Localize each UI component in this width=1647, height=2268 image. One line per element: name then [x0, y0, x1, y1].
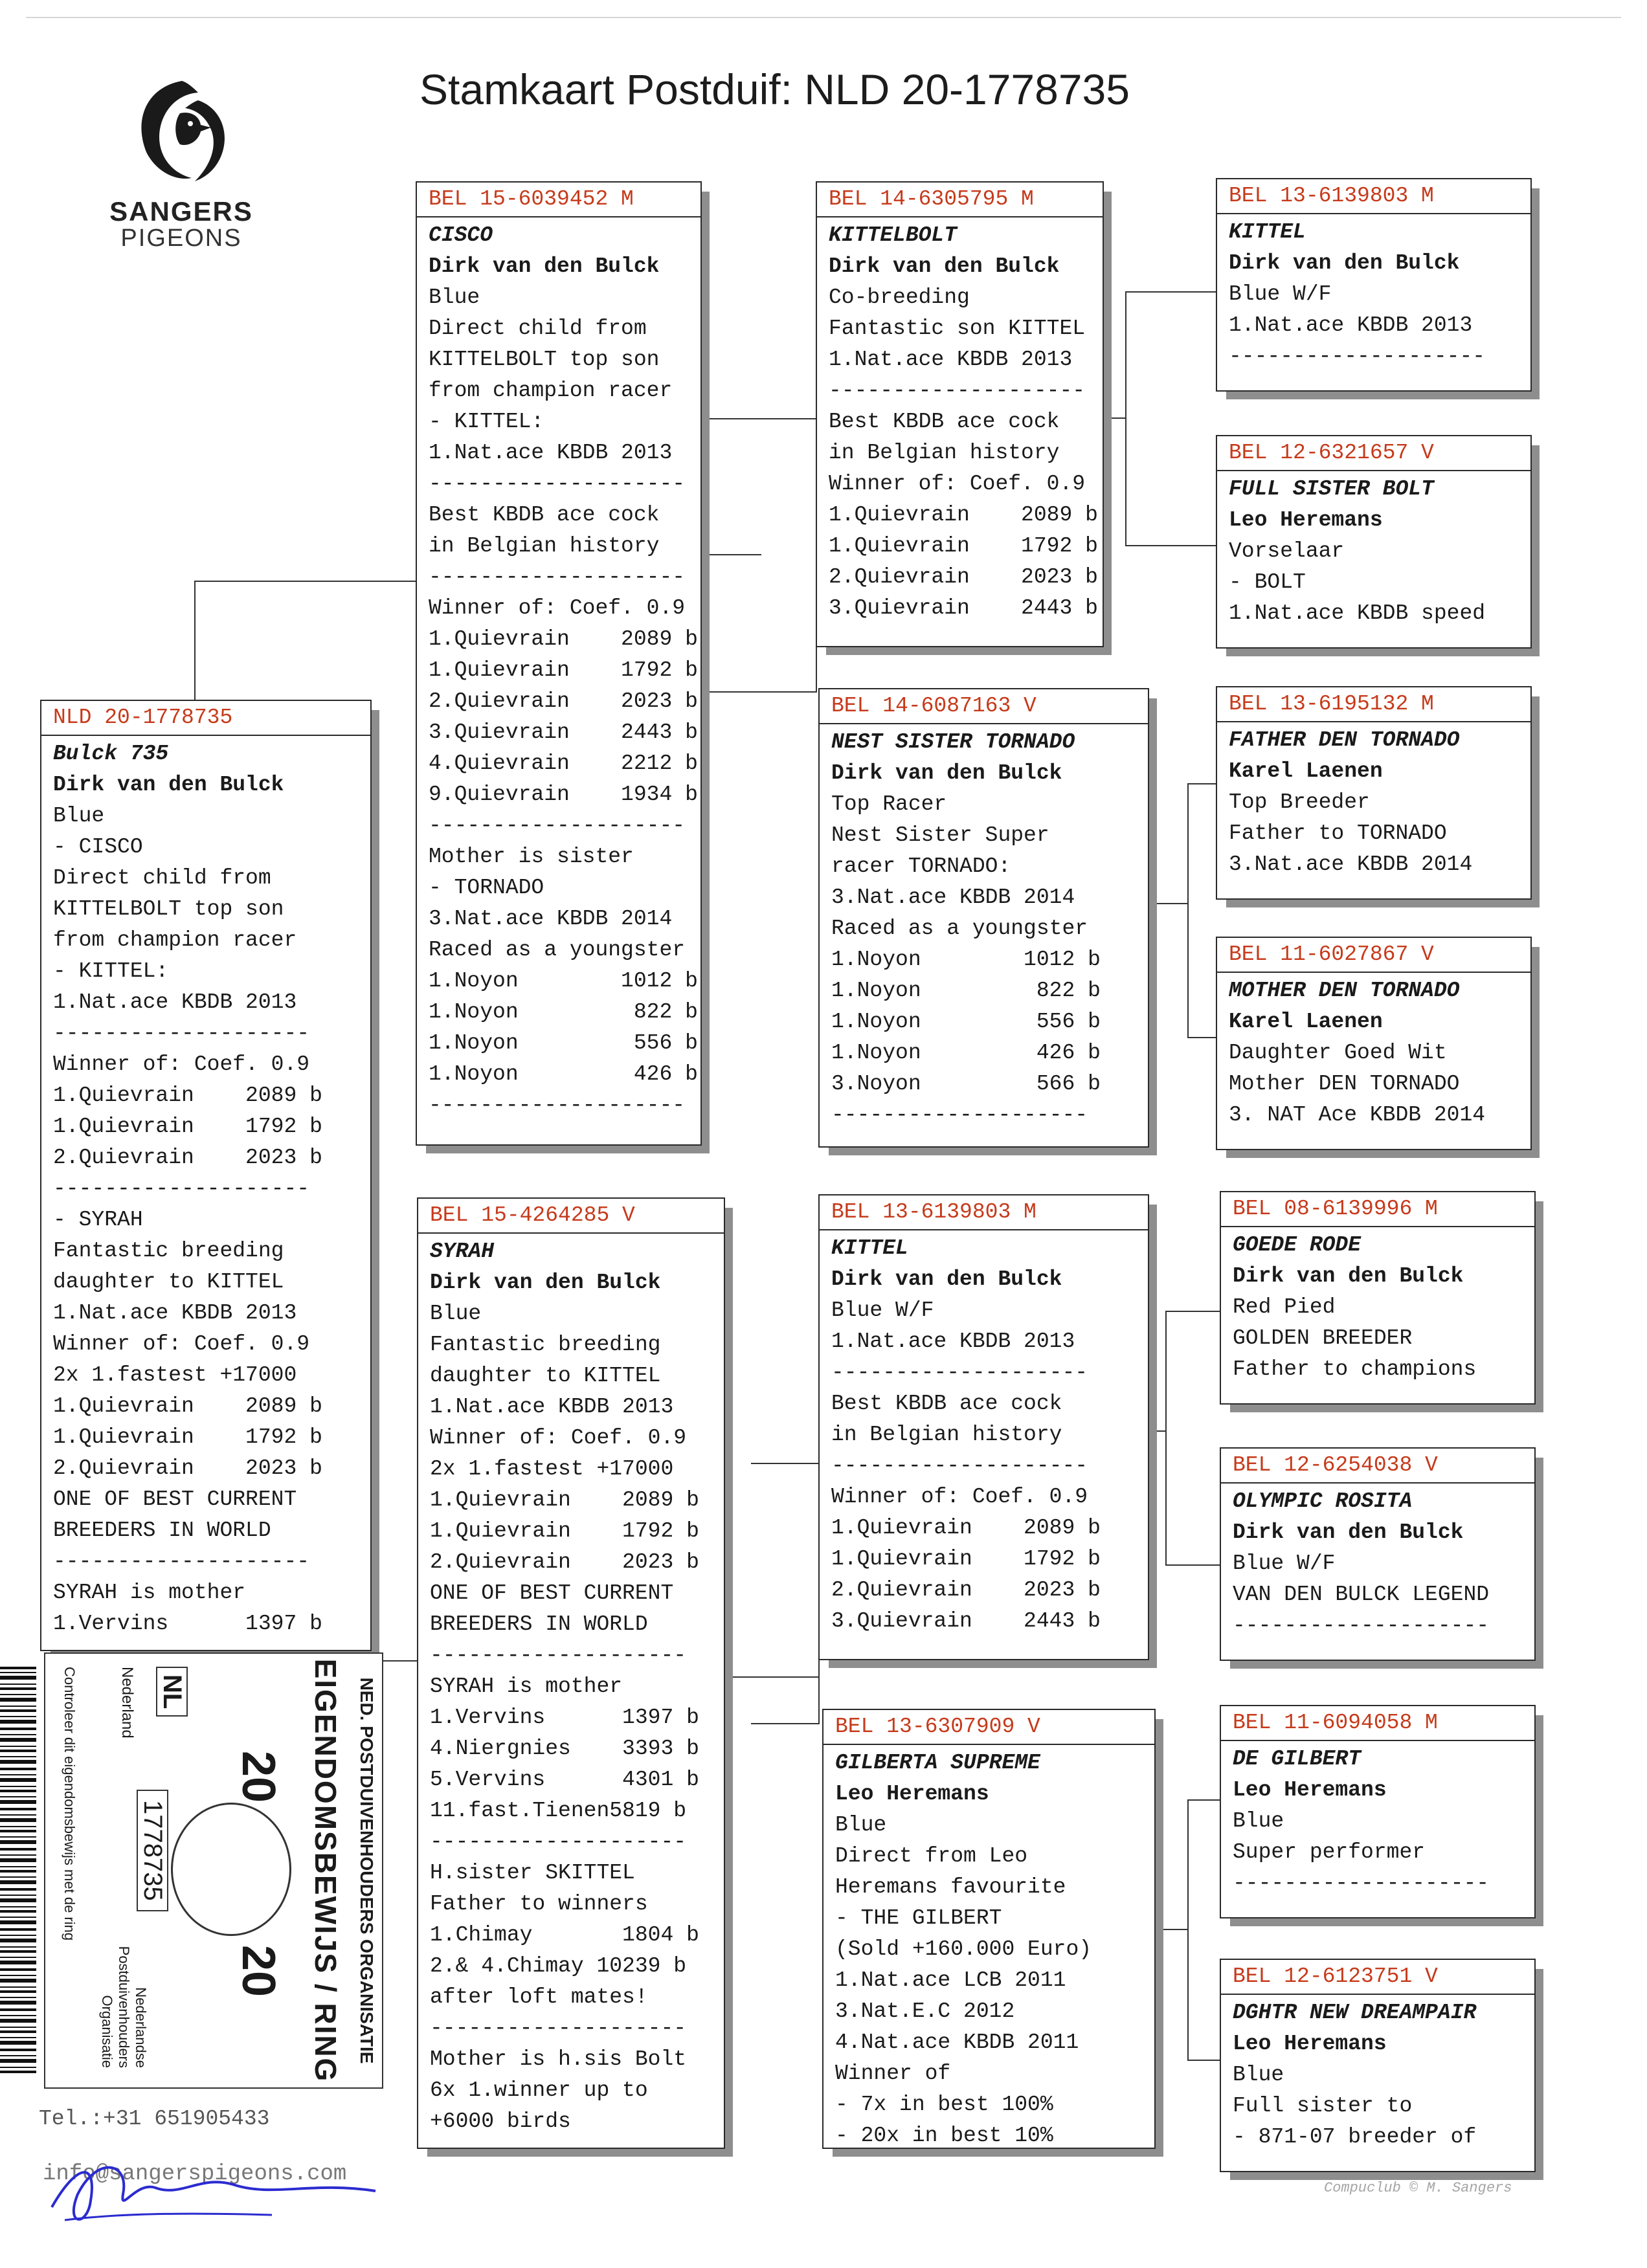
pedigree-line: Super performer [1233, 1840, 1426, 1864]
pedigree-line: Winner of: Coef. 0.9 [831, 1485, 1088, 1509]
pedigree-line: Best KBDB ace cock [831, 1392, 1062, 1416]
pedigree-line: 2.Quievrain 2023 b [831, 1578, 1101, 1602]
pedigree-line: - KITTEL: [53, 959, 169, 983]
pedigree-line: ONE OF BEST CURRENT [53, 1487, 297, 1511]
ring-number: BEL 13-6195132 M [1217, 687, 1530, 722]
pigeon-name: KITTEL [831, 1236, 908, 1260]
pedigree-line: 3.Nat.E.C 2012 [835, 1999, 1015, 2023]
pedigree-line: (Sold +160.000 Euro) [835, 1937, 1092, 1961]
breeder-name: Dirk van den Bulck [430, 1271, 661, 1295]
pedigree-card-ggf-2 [1216, 686, 1532, 900]
pedigree-line: 1.Chimay 1804 b [430, 1923, 699, 1947]
certificate-year-left: 20 [232, 1751, 284, 1803]
pedigree-line: daughter to KITTEL [430, 1364, 661, 1388]
pedigree-line: - 20x in best 10% [835, 2124, 1053, 2148]
pedigree-line: BREEDERS IN WORLD [430, 1612, 648, 1636]
breeder-name: Dirk van den Bulck [831, 1267, 1062, 1291]
connector-ff-branch [1125, 291, 1217, 546]
pedigree-line: Co-breeding [829, 285, 970, 309]
top-rule [26, 17, 1621, 18]
pedigree-line: -------------------- [53, 1550, 310, 1573]
pigeon-name: SYRAH [430, 1240, 495, 1263]
pedigree-line: 1.Quievrain 1792 b [831, 1547, 1101, 1571]
pigeon-name: DE GILBERT [1233, 1747, 1361, 1771]
connector-mf-branch [1165, 1311, 1221, 1566]
pedigree-line: 1.Nat.ace LCB 2011 [835, 1968, 1066, 1992]
pigeon-name: GILBERTA SUPREME [835, 1751, 1040, 1775]
pedigree-line: Winner of: Coef. 0.9 [829, 472, 1086, 496]
pedigree-line: Direct child from [53, 866, 271, 890]
pedigree-line: Blue [1233, 2063, 1284, 2087]
pedigree-line: Winner of: Coef. 0.9 [53, 1052, 310, 1076]
pedigree-line: -------------------- [1233, 1614, 1490, 1638]
pedigree-line: Direct from Leo [835, 1844, 1028, 1868]
pedigree-line: 1.Quievrain 2089 b [430, 1488, 699, 1512]
certificate-country-code: NL [156, 1667, 188, 1717]
pedigree-card-ggm-1 [1216, 435, 1532, 649]
contact-email: info@sangerspigeons.com [43, 2162, 347, 2186]
pigeon-name: DGHTR NEW DREAMPAIR [1233, 2001, 1477, 2025]
ring-number: BEL 12-6254038 V [1221, 1449, 1534, 1484]
pedigree-line: 1.Noyon 556 b [429, 1031, 698, 1055]
pigeon-name: MOTHER DEN TORNADO [1229, 979, 1460, 1003]
pigeon-name: FULL SISTER BOLT [1229, 477, 1434, 501]
sangers-logo [97, 74, 265, 256]
connector-mf-link [1149, 1430, 1165, 1432]
breeder-name: Dirk van den Bulck [429, 254, 660, 278]
breeder-name: Dirk van den Bulck [1229, 251, 1460, 275]
breeder-name: Dirk van den Bulck [1233, 1264, 1464, 1288]
pedigree-line: 1.Quievrain 1792 b [429, 658, 698, 682]
signature-icon [39, 2136, 427, 2240]
pedigree-line: H.sister SKITTEL [430, 1861, 635, 1885]
pedigree-line: 1.Noyon 1012 b [831, 948, 1101, 972]
pedigree-line: 1.Nat.ace KBDB 2013 [829, 348, 1073, 372]
pedigree-line: 1.Quievrain 2089 b [831, 1516, 1101, 1540]
pedigree-card-grandmother-paternal [818, 688, 1149, 1148]
bird-logo-icon [120, 74, 243, 191]
barcode-icon [0, 1654, 36, 2087]
pedigree-line: Blue [835, 1813, 887, 1837]
certificate-year-right: 20 [232, 1945, 284, 1997]
pedigree-line: 9.Quievrain 1934 b [429, 783, 698, 806]
breeder-name: Leo Heremans [1233, 1778, 1387, 1802]
pedigree-line: 3.Nat.ace KBDB 2014 [429, 907, 673, 931]
pedigree-line: 1.Nat.ace KBDB speed [1229, 601, 1486, 625]
pedigree-line: Blue [53, 804, 105, 828]
pedigree-line: daughter to KITTEL [53, 1270, 284, 1294]
pedigree-line: 1.Noyon 1012 b [429, 969, 698, 993]
breeder-name: Karel Laenen [1229, 1010, 1383, 1034]
pedigree-line: 4.Quievrain 2212 b [429, 751, 698, 775]
pedigree-line: 6x 1.winner up to [430, 2078, 648, 2102]
pedigree-line: 1.Quievrain 2089 b [429, 627, 698, 651]
pedigree-line: Mother DEN TORNADO [1229, 1072, 1460, 1096]
ring-number: BEL 13-6307909 V [824, 1710, 1154, 1745]
logo-text-pigeons: PIGEONS [120, 225, 242, 252]
pedigree-line: 1.Noyon 426 b [429, 1062, 698, 1086]
connector-fm-branch [1187, 783, 1217, 1038]
pedigree-line: 2.Quievrain 2023 b [53, 1456, 322, 1480]
ring-number: BEL 14-6305795 M [817, 183, 1103, 217]
connector-father-branch [702, 554, 761, 555]
pedigree-line: Blue W/F [1233, 1551, 1336, 1575]
pigeon-name: Bulck 735 [53, 742, 169, 766]
pedigree-line: BREEDERS IN WORLD [53, 1518, 271, 1542]
pedigree-line: - CISCO [53, 835, 143, 859]
pedigree-line: 1.Vervins 1397 b [53, 1612, 322, 1636]
pedigree-card-ggf-3 [1220, 1191, 1536, 1405]
pedigree-line: Father to TORNADO [1229, 821, 1447, 845]
pedigree-line: - TORNADO [429, 876, 544, 900]
pigeon-name: NEST SISTER TORNADO [831, 730, 1075, 754]
pedigree-line: 3. NAT Ace KBDB 2014 [1229, 1103, 1486, 1127]
connector-mm-branch [1187, 1799, 1221, 2061]
certificate-country: Nederland [118, 1667, 136, 1739]
ring-number: BEL 11-6094058 M [1221, 1706, 1534, 1741]
pigeon-name: KITTELBOLT [829, 223, 958, 247]
pedigree-line: 1.Vervins 1397 b [430, 1706, 699, 1729]
pedigree-line: 1.Nat.ace KBDB 2013 [430, 1395, 674, 1419]
pedigree-line: in Belgian history [829, 441, 1060, 465]
pedigree-line: Vorselaar [1229, 539, 1345, 563]
ring-number: BEL 14-6087163 V [820, 689, 1148, 724]
pedigree-line: Winner of: Coef. 0.9 [429, 596, 686, 620]
pedigree-line: 1.Quievrain 2089 b [53, 1084, 322, 1107]
pedigree-card-ggf-4 [1220, 1705, 1536, 1918]
pedigree-line: Full sister to [1233, 2094, 1413, 2118]
pedigree-line: -------------------- [429, 472, 686, 496]
breeder-name: Leo Heremans [1233, 2032, 1387, 2056]
pedigree-line: Daughter Goed Wit [1229, 1041, 1447, 1065]
pedigree-line: in Belgian history [831, 1423, 1062, 1447]
ownership-certificate [39, 1651, 388, 2091]
pedigree-line: Mother is sister [429, 845, 634, 869]
connector-mother-mid [725, 1676, 818, 1678]
certificate-check-note: Controleer dit eigendomsbewijs met de ring [62, 1667, 78, 1941]
breeder-name: Karel Laenen [1229, 759, 1383, 783]
pedigree-line: -------------------- [831, 1361, 1088, 1384]
pedigree-line: 1.Noyon 822 b [429, 1000, 698, 1024]
pedigree-line: Father to winners [430, 1892, 648, 1916]
pedigree-line: -------------------- [1233, 1871, 1490, 1895]
pedigree-card-grandfather-paternal [816, 181, 1104, 647]
pedigree-line: 1.Nat.ace KBDB 2013 [53, 990, 297, 1014]
pedigree-line: Blue [1233, 1809, 1284, 1833]
pedigree-line: -------------------- [1229, 344, 1486, 368]
pedigree-card-ggf-1 [1216, 178, 1532, 392]
pedigree-line: after loft mates! [430, 1985, 648, 2009]
pedigree-line: Nest Sister Super [831, 823, 1049, 847]
pedigree-line: Top Breeder [1229, 790, 1370, 814]
pedigree-line: SYRAH is mother [53, 1581, 246, 1605]
pedigree-line: ONE OF BEST CURRENT [430, 1581, 674, 1605]
pedigree-line: +6000 birds [430, 2109, 571, 2133]
pedigree-line: Top Racer [831, 792, 947, 816]
pedigree-line: 1.Nat.ace KBDB 2013 [831, 1329, 1075, 1353]
contact-telephone: Tel.:+31 651905433 [39, 2107, 270, 2131]
pedigree-line: Direct child from [429, 317, 647, 340]
pedigree-line: 1.Quievrain 1792 b [53, 1115, 322, 1139]
breeder-name: Leo Heremans [835, 1782, 989, 1806]
pedigree-card-father [416, 181, 702, 1146]
pedigree-line: 1.Noyon 426 b [831, 1041, 1101, 1065]
pedigree-line: Red Pied [1233, 1295, 1336, 1319]
pedigree-line: KITTELBOLT top son [53, 897, 284, 921]
pedigree-card-ggm-3 [1220, 1447, 1536, 1661]
pedigree-card-ggm-2 [1216, 937, 1532, 1150]
ring-number: BEL 15-4264285 V [418, 1199, 724, 1234]
pedigree-line: 11.fast.Tienen5819 b [430, 1799, 687, 1823]
connector-subject-father [194, 581, 417, 701]
pedigree-line: Fantastic breeding [430, 1333, 661, 1357]
ring-number: BEL 15-6039452 M [417, 183, 700, 217]
pedigree-card-mother [417, 1197, 725, 2149]
pigeon-name: CISCO [429, 223, 493, 247]
pedigree-line: -------------------- [429, 565, 686, 589]
pedigree-line: GOLDEN BREEDER [1233, 1326, 1413, 1350]
pedigree-line: -------------------- [831, 1454, 1088, 1478]
pedigree-line: Blue [430, 1302, 482, 1326]
pedigree-line: - SYRAH [53, 1208, 143, 1232]
pedigree-card-ggm-4 [1220, 1959, 1536, 2172]
ring-number: BEL 11-6027867 V [1217, 938, 1530, 973]
pedigree-line: Heremans favourite [835, 1875, 1066, 1899]
pedigree-line: 2x 1.fastest +17000 [430, 1457, 674, 1481]
pedigree-line: -------------------- [430, 1643, 687, 1667]
breeder-name: Dirk van den Bulck [829, 254, 1060, 278]
pedigree-line: 4.Nat.ace KBDB 2011 [835, 2030, 1079, 2054]
pedigree-line: -------------------- [53, 1021, 310, 1045]
breeder-name: Dirk van den Bulck [1233, 1520, 1464, 1544]
pedigree-line: - KITTEL: [429, 410, 544, 434]
pedigree-line: - BOLT [1229, 570, 1306, 594]
pedigree-line: -------------------- [429, 814, 686, 838]
pedigree-line: SYRAH is mother [430, 1674, 623, 1698]
pedigree-line: Raced as a youngster [831, 917, 1088, 940]
pedigree-line: Mother is h.sis Bolt [430, 2047, 687, 2071]
pedigree-line: 1.Quievrain 1792 b [430, 1519, 699, 1543]
ring-number: BEL 13-6139803 M [1217, 179, 1530, 214]
pedigree-line: - THE GILBERT [835, 1906, 1002, 1930]
pedigree-line: 5.Vervins 4301 b [430, 1768, 699, 1792]
pedigree-line: in Belgian history [429, 534, 660, 558]
pigeon-name: GOEDE RODE [1233, 1233, 1361, 1257]
pedigree-line: -------------------- [430, 2016, 687, 2040]
pedigree-line: 2.& 4.Chimay 10239 b [430, 1954, 687, 1978]
pedigree-line: 1.Nat.ace KBDB 2013 [1229, 313, 1473, 337]
pedigree-line: 1.Nat.ace KBDB 2013 [53, 1301, 297, 1325]
pedigree-line: 3.Quievrain 2443 b [829, 596, 1098, 620]
pedigree-card-subject [40, 700, 372, 1651]
connector-ff-link [1104, 417, 1125, 419]
pedigree-line: 1.Quievrain 1792 b [53, 1425, 322, 1449]
logo-text-sangers: SANGERS [109, 196, 253, 227]
ring-number: NLD 20-1778735 [41, 701, 370, 736]
pedigree-line: 1.Noyon 822 b [831, 979, 1101, 1003]
lion-crest-icon [171, 1803, 291, 1936]
breeder-name: Dirk van den Bulck [831, 761, 1062, 785]
pedigree-line: -------------------- [829, 379, 1086, 403]
pedigree-line: Winner of: Coef. 0.9 [430, 1426, 687, 1450]
pedigree-line: from champion racer [53, 928, 297, 952]
certificate-po-logo-text: Nederlandse Postduivenhouders Organisatie [99, 1946, 149, 2068]
pedigree-line: -------------------- [53, 1177, 310, 1201]
pedigree-card-grandfather-maternal [818, 1194, 1149, 1660]
connector-fm-link [1149, 903, 1187, 904]
pedigree-line: 3.Quievrain 2443 b [429, 720, 698, 744]
pedigree-line: 2.Quievrain 2023 b [53, 1146, 322, 1170]
ring-number: BEL 13-6139803 M [820, 1195, 1148, 1230]
pedigree-line: - 871-07 breeder of [1233, 2125, 1477, 2149]
pedigree-line: 1.Noyon 556 b [831, 1010, 1101, 1034]
pedigree-line: 2.Quievrain 2023 b [829, 565, 1098, 589]
ring-number: BEL 08-6139996 M [1221, 1192, 1534, 1227]
pedigree-line: Blue W/F [1229, 282, 1332, 306]
pedigree-line: 1.Nat.ace KBDB 2013 [429, 441, 673, 465]
pigeon-name: FATHER DEN TORNADO [1229, 728, 1460, 752]
pedigree-line: 1.Quievrain 2089 b [53, 1394, 322, 1418]
pedigree-line: Raced as a youngster [429, 938, 686, 962]
pedigree-card-grandmother-maternal [822, 1709, 1156, 2149]
connector-mother-branch [751, 1463, 820, 1724]
breeder-name: Leo Heremans [1229, 508, 1383, 532]
certificate-ring-number: 1778735 [137, 1790, 168, 1911]
pedigree-line: Blue W/F [831, 1298, 934, 1322]
pigeon-name: KITTEL [1229, 220, 1306, 244]
pedigree-line: racer TORNADO: [831, 854, 1011, 878]
pedigree-line: Best KBDB ace cock [829, 410, 1060, 434]
pedigree-line: Best KBDB ace cock [429, 503, 660, 527]
pedigree-line: 2.Quievrain 2023 b [429, 689, 698, 713]
breeder-name: Dirk van den Bulck [53, 773, 284, 797]
certificate-organisation: NED. POSTDUIVENHOUDERS ORGANISATIE [357, 1677, 377, 2064]
pedigree-line: Blue [429, 285, 480, 309]
pedigree-line: KITTELBOLT top son [429, 348, 660, 372]
pedigree-line: 2x 1.fastest +17000 [53, 1363, 297, 1387]
pedigree-line: -------------------- [831, 1103, 1088, 1127]
pedigree-line: Winner of: Coef. 0.9 [53, 1332, 310, 1356]
pedigree-line: -------------------- [430, 1830, 687, 1854]
connector-father-ff [702, 418, 817, 693]
pedigree-line: 3.Quievrain 2443 b [831, 1609, 1101, 1633]
pedigree-line: 3.Nat.ace KBDB 2014 [1229, 852, 1473, 876]
ring-number: BEL 12-6321657 V [1217, 436, 1530, 471]
pigeon-name: OLYMPIC ROSITA [1233, 1489, 1413, 1513]
certificate-heading: EIGENDOMSBEWIJS / RING [309, 1658, 342, 2083]
pedigree-line: from champion racer [429, 379, 673, 403]
pedigree-line: 2.Quievrain 2023 b [430, 1550, 699, 1574]
pedigree-line: 4.Niergnies 3393 b [430, 1737, 699, 1761]
pedigree-line: 3.Nat.ace KBDB 2014 [831, 885, 1075, 909]
pedigree-line: 3.Noyon 566 b [831, 1072, 1101, 1096]
pedigree-line: 1.Quievrain 2089 b [829, 503, 1098, 527]
pedigree-line: Winner of [835, 2062, 951, 2085]
pedigree-line: Father to champions [1233, 1357, 1477, 1381]
pedigree-line: 1.Quievrain 1792 b [829, 534, 1098, 558]
pedigree-line: Fantastic son KITTEL [829, 317, 1086, 340]
pedigree-line: Fantastic breeding [53, 1239, 284, 1263]
pedigree-line: VAN DEN BULCK LEGEND [1233, 1583, 1490, 1606]
pedigree-line: -------------------- [429, 1093, 686, 1117]
page-title: Stamkaart Postduif: NLD 20-1778735 [420, 65, 1130, 113]
pedigree-line: - 7x in best 100% [835, 2093, 1053, 2117]
ring-number: BEL 12-6123751 V [1221, 1960, 1534, 1995]
connector-mm-link [1156, 1929, 1187, 1930]
copyright-note: Compuclub © M. Sangers [1324, 2180, 1512, 2196]
